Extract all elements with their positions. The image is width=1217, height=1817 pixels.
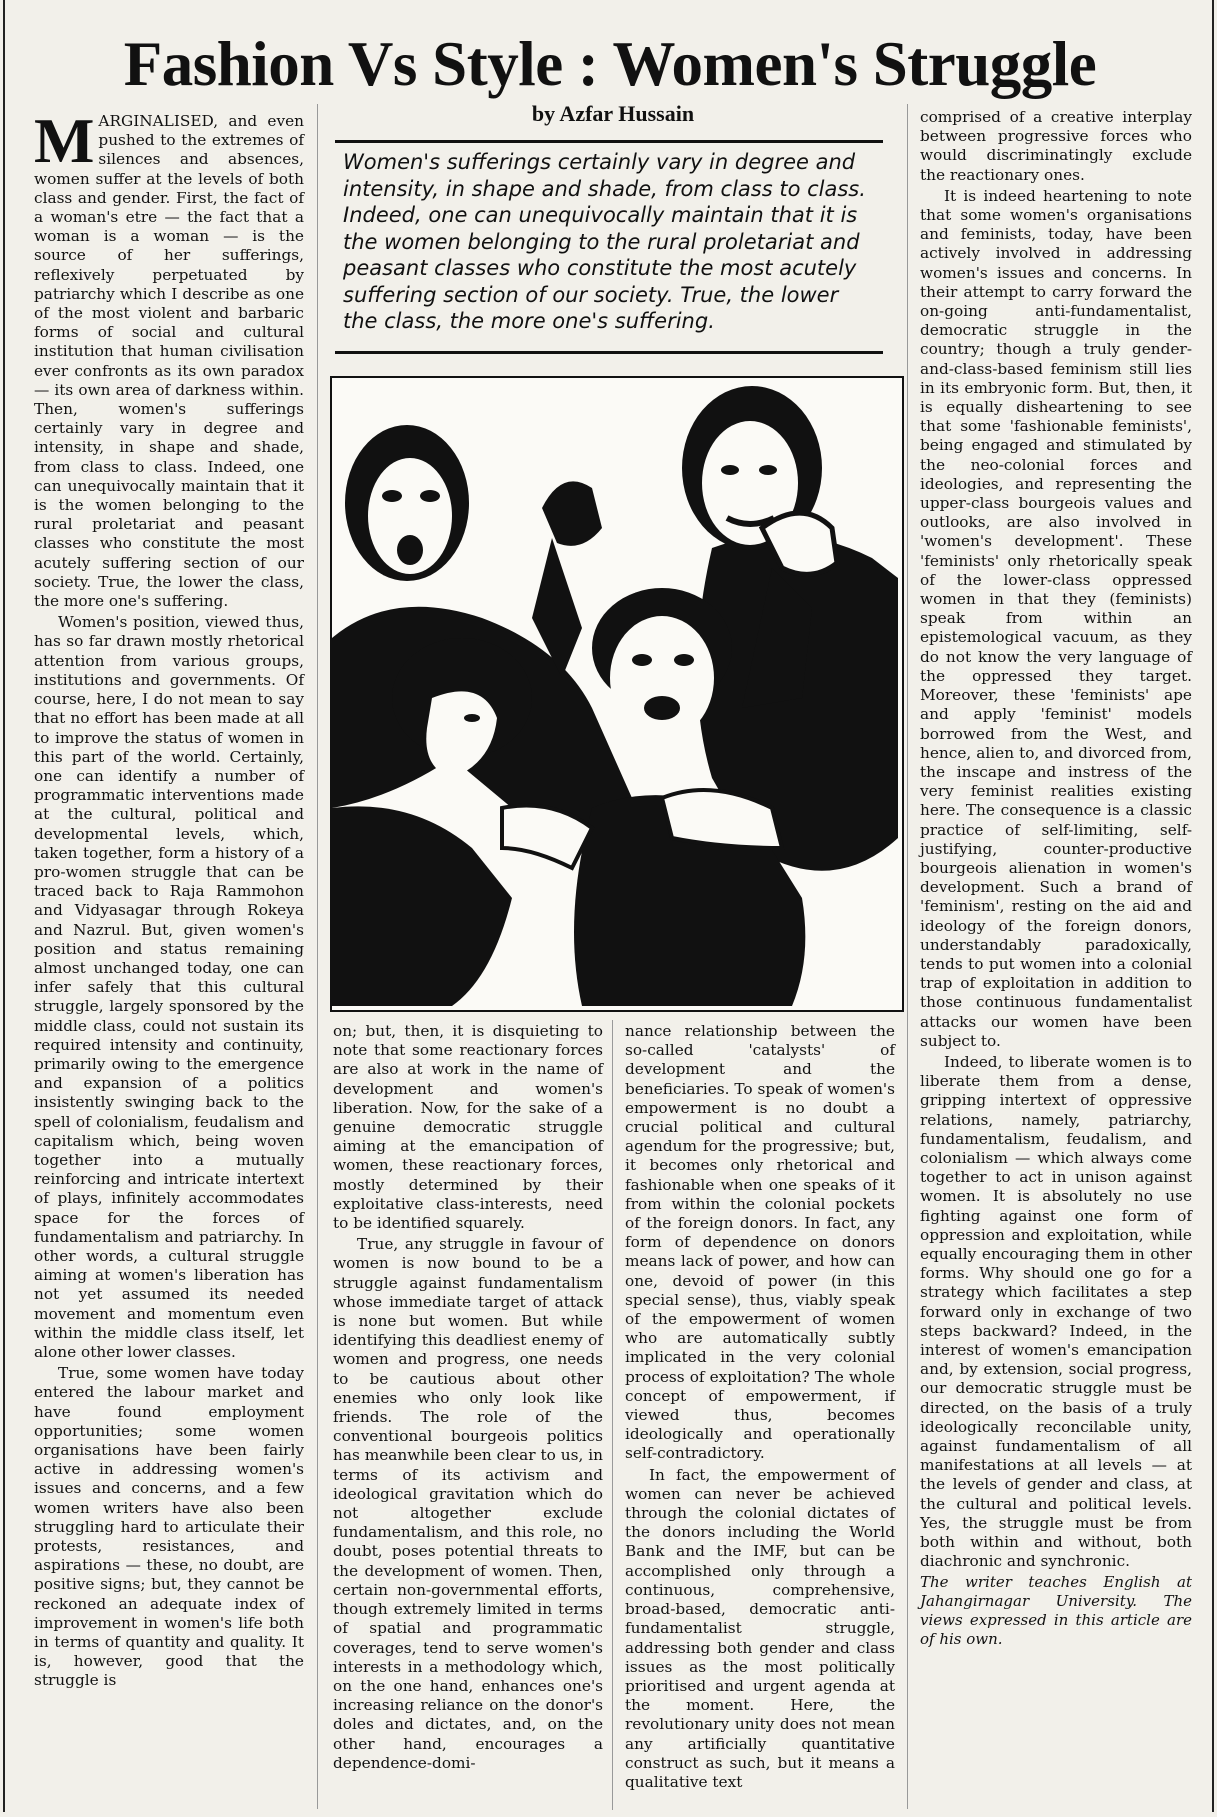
paragraph: Women's position, viewed thus, has so far drawn mostly rhetorical attention from various groups, institutions and governments. Of course, here, I do not mean to say that no effort has been made at all to improve the status of women in this part of the world. Certainly, one can identify a number of programmatic interventions made at the cultural, political and developmental levels, which, taken together, form a history of a pro-women struggle that can be traced back to Raja Rammohon and Vidyasagar through Rokeya and Nazrul. But, given women's position and status remaining almost unchanged today, one can infer safely that this cultural struggle, largely sponsored by the middle class, could not sustain its required intensity and continuity, primarily owing to the emergence and expansion of a politics insistently swinging back to the spell of colonialism, feudalism and capitalism which, being woven together into a mutually reinforcing and intricate intertext of plays, infinitely accommodates space for the forces of fundamentalism and patriarchy. In other words, a cultural struggle aiming at women's liberation has not yet assumed its needed movement and momentum even within the middle class itself, let alone other lower classes.	[34, 613, 304, 1361]
article-column-3	[625, 1022, 895, 1794]
paragraph: True, any struggle in favour of women is now bound to be a struggle against fundamentalism whose immediate target of attack is none but women. But while identifying this deadliest enemy of women and progress, one needs to be cautious about other enemies who only look like friends. The role of the conventional bourgeois politics has meanwhile been clear to us, in terms of its activism and ideological gravitation which do not altogether exclude fundamentalism, and this role, no doubt, poses potential threats to the development of women. Then, certain non-governmental efforts, though extremely limited in terms of spatial and programmatic coverages, tend to serve women's interests in a methodology which, on the one hand, enhances one's increasing reliance on the donor's doles and dictates, and, on the other hand, encourages a dependence-domi-	[333, 1235, 603, 1772]
column-divider	[907, 104, 908, 1809]
pull-quote: Women's sufferings certainly vary in degree and intensity, in shape and shade, from class to class. Indeed, one can unequivocally maintain that it is the women belonging to the rural proletariat and peasant classes who constitute the most acutely suffering section of our society. True, the lower the class, the more one's suffering.	[335, 140, 883, 354]
paragraph: comprised of a creative interplay between progressive forces who would discriminatingly exclude the reactionary ones.	[920, 108, 1192, 184]
paragraph	[34, 105, 304, 611]
article-column-4	[920, 108, 1192, 1651]
paragraph: Indeed, to liberate women is to liberate them from a dense, gripping intertext of oppressive relations, namely, patriarchy, fundamentalism, feudalism, and colonialism — which always come together to act in unison against women. It is absolutely no use fighting against one form of oppression and exploitation, while equally encouraging them in other forms. Why should one go for a strategy which facilitates a step forward only in exchange of two steps backward? Indeed, in the interest of women's emancipation and, by extension, social progress, our democratic struggle must be directed, on the basis of a truly ideologically reconcilable unity, against fundamentalism of all manifestations at all levels — at the levels of gender and class, at the cultural and political levels. Yes, the struggle must be from both within and without, both diachronic and synchronic.	[920, 1052, 1192, 1571]
article-column-2	[333, 1022, 603, 1775]
headline: Fashion Vs Style : Women's Struggle	[123, 29, 1097, 99]
article-column-1	[34, 105, 304, 1693]
paragraph: In fact, the empowerment of women can never be achieved through the colonial dictates of the donors including the World Bank and the IMF, but can be accomplished only through a continuous, comprehensive, broad-based, democratic anti-fundamentalist struggle, addressing both gender and class issues as the most politically prioritised and urgent agenda at the moment. Here, the revolutionary unity does not mean any artificially quantitative construct as such, but it means a qualitative text	[625, 1465, 895, 1791]
paragraph: nance relationship between the so-called 'catalysts' of development and the beneficiaries. To speak of women's empowerment is no doubt a crucial political and cultural agendum for the progressive; but, it becomes only rhetorical and fashionable when one speaks of it from within the colonial pockets of the foreign donors. In fact, any form of dependence on donors means lack of power, and how can one, devoid of power (in this special sense), thus, viably speak of the empowerment of women who are automatically subtly implicated in the very colonial process of exploitation? The whole concept of empowerment, if viewed thus, becomes ideologically and operationally self-contradictory.	[625, 1022, 895, 1463]
protesting-women-woodcut-icon	[332, 378, 898, 1006]
paragraph-text: ARGINALISED, and even pushed to the extremes of silences and absences, women suffer at the levels of both class and gender. First, the fact of a woman's etre — the fact that a woman is a woman — is the source of her sufferings, reflexively perpetuated by patriarchy which I describe as one of the most violent and barbaric forms of social and cultural institution that human civilisation ever confronts as its own paradox — its own area of darkness within. Then, women's sufferings certainly vary in degree and intensity, in shape and shade, from class to class. Indeed, one can unequivocally maintain that it is the women belonging to the rural proletariat and peasant classes who constitute the most acutely suffering section of our society. True, the lower the class, the more one's suffering.	[34, 112, 304, 611]
author-note: The writer teaches English at Jahangirnagar University. The views expressed in this article are of his own.	[920, 1573, 1192, 1649]
byline: by Azfar Hussain	[531, 101, 695, 126]
column-divider	[612, 1020, 613, 1810]
paragraph: on; but, then, it is disquieting to note that some reactionary forces are also at work in the name of development and women's liberation. Now, for the sake of a genuine democratic struggle aiming at the emancipation of women, these reactionary forces, mostly determined by their exploitative class-interests, need to be identified squarely.	[333, 1022, 603, 1233]
paragraph: It is indeed heartening to note that some women's organisations and feminists, today, have been actively involved in addressing women's issues and concerns. In their attempt to carry forward the on-going anti-fundamentalist, democratic struggle in the country; though a truly gender-and-class-based feminism still lies in its embryonic form. But, then, it is equally disheartening to see that some 'fashionable feminists', being engaged and stimulated by the neo-colonial forces and ideologies, and representing the upper-class bourgeois values and outlooks, are also involved in 'women's development'. These 'feminists' only rhetorically speak of the lower-class oppressed women in that they (feminists) speak from within an epistemological vacuum, as they do not know the very language of the oppressed they target. Moreover, these 'feminists' ape and apply 'feminist' models borrowed from the West, and hence, alien to, and divorced from, the inscape and instress of the very feminist realities existing here. The consequence is a classic practice of self-limiting, self-justifying, counter-productive bourgeois alienation in women's development. Such a brand of 'feminism', resting on the aid and ideology of the foreign donors, understandably paradoxically, tends to put women into a colonial trap of exploitation in addition to those continuous fundamentalist attacks our women have been subject to.	[920, 186, 1192, 1050]
column-divider	[317, 104, 318, 1809]
drop-cap: M	[34, 105, 95, 176]
illustration-protesting-women	[330, 376, 904, 1012]
paragraph: True, some women have today entered the labour market and have found employment opportunities; some women organisations have been fairly active in addressing women's issues and concerns, and a few women writers have also been struggling hard to articulate their protests, resistances, and aspirations — these, no doubt, are positive signs; but, they cannot be reckoned an adequate index of improvement in women's life both in terms of quantity and quality. It is, however, good that the struggle is	[34, 1364, 304, 1690]
